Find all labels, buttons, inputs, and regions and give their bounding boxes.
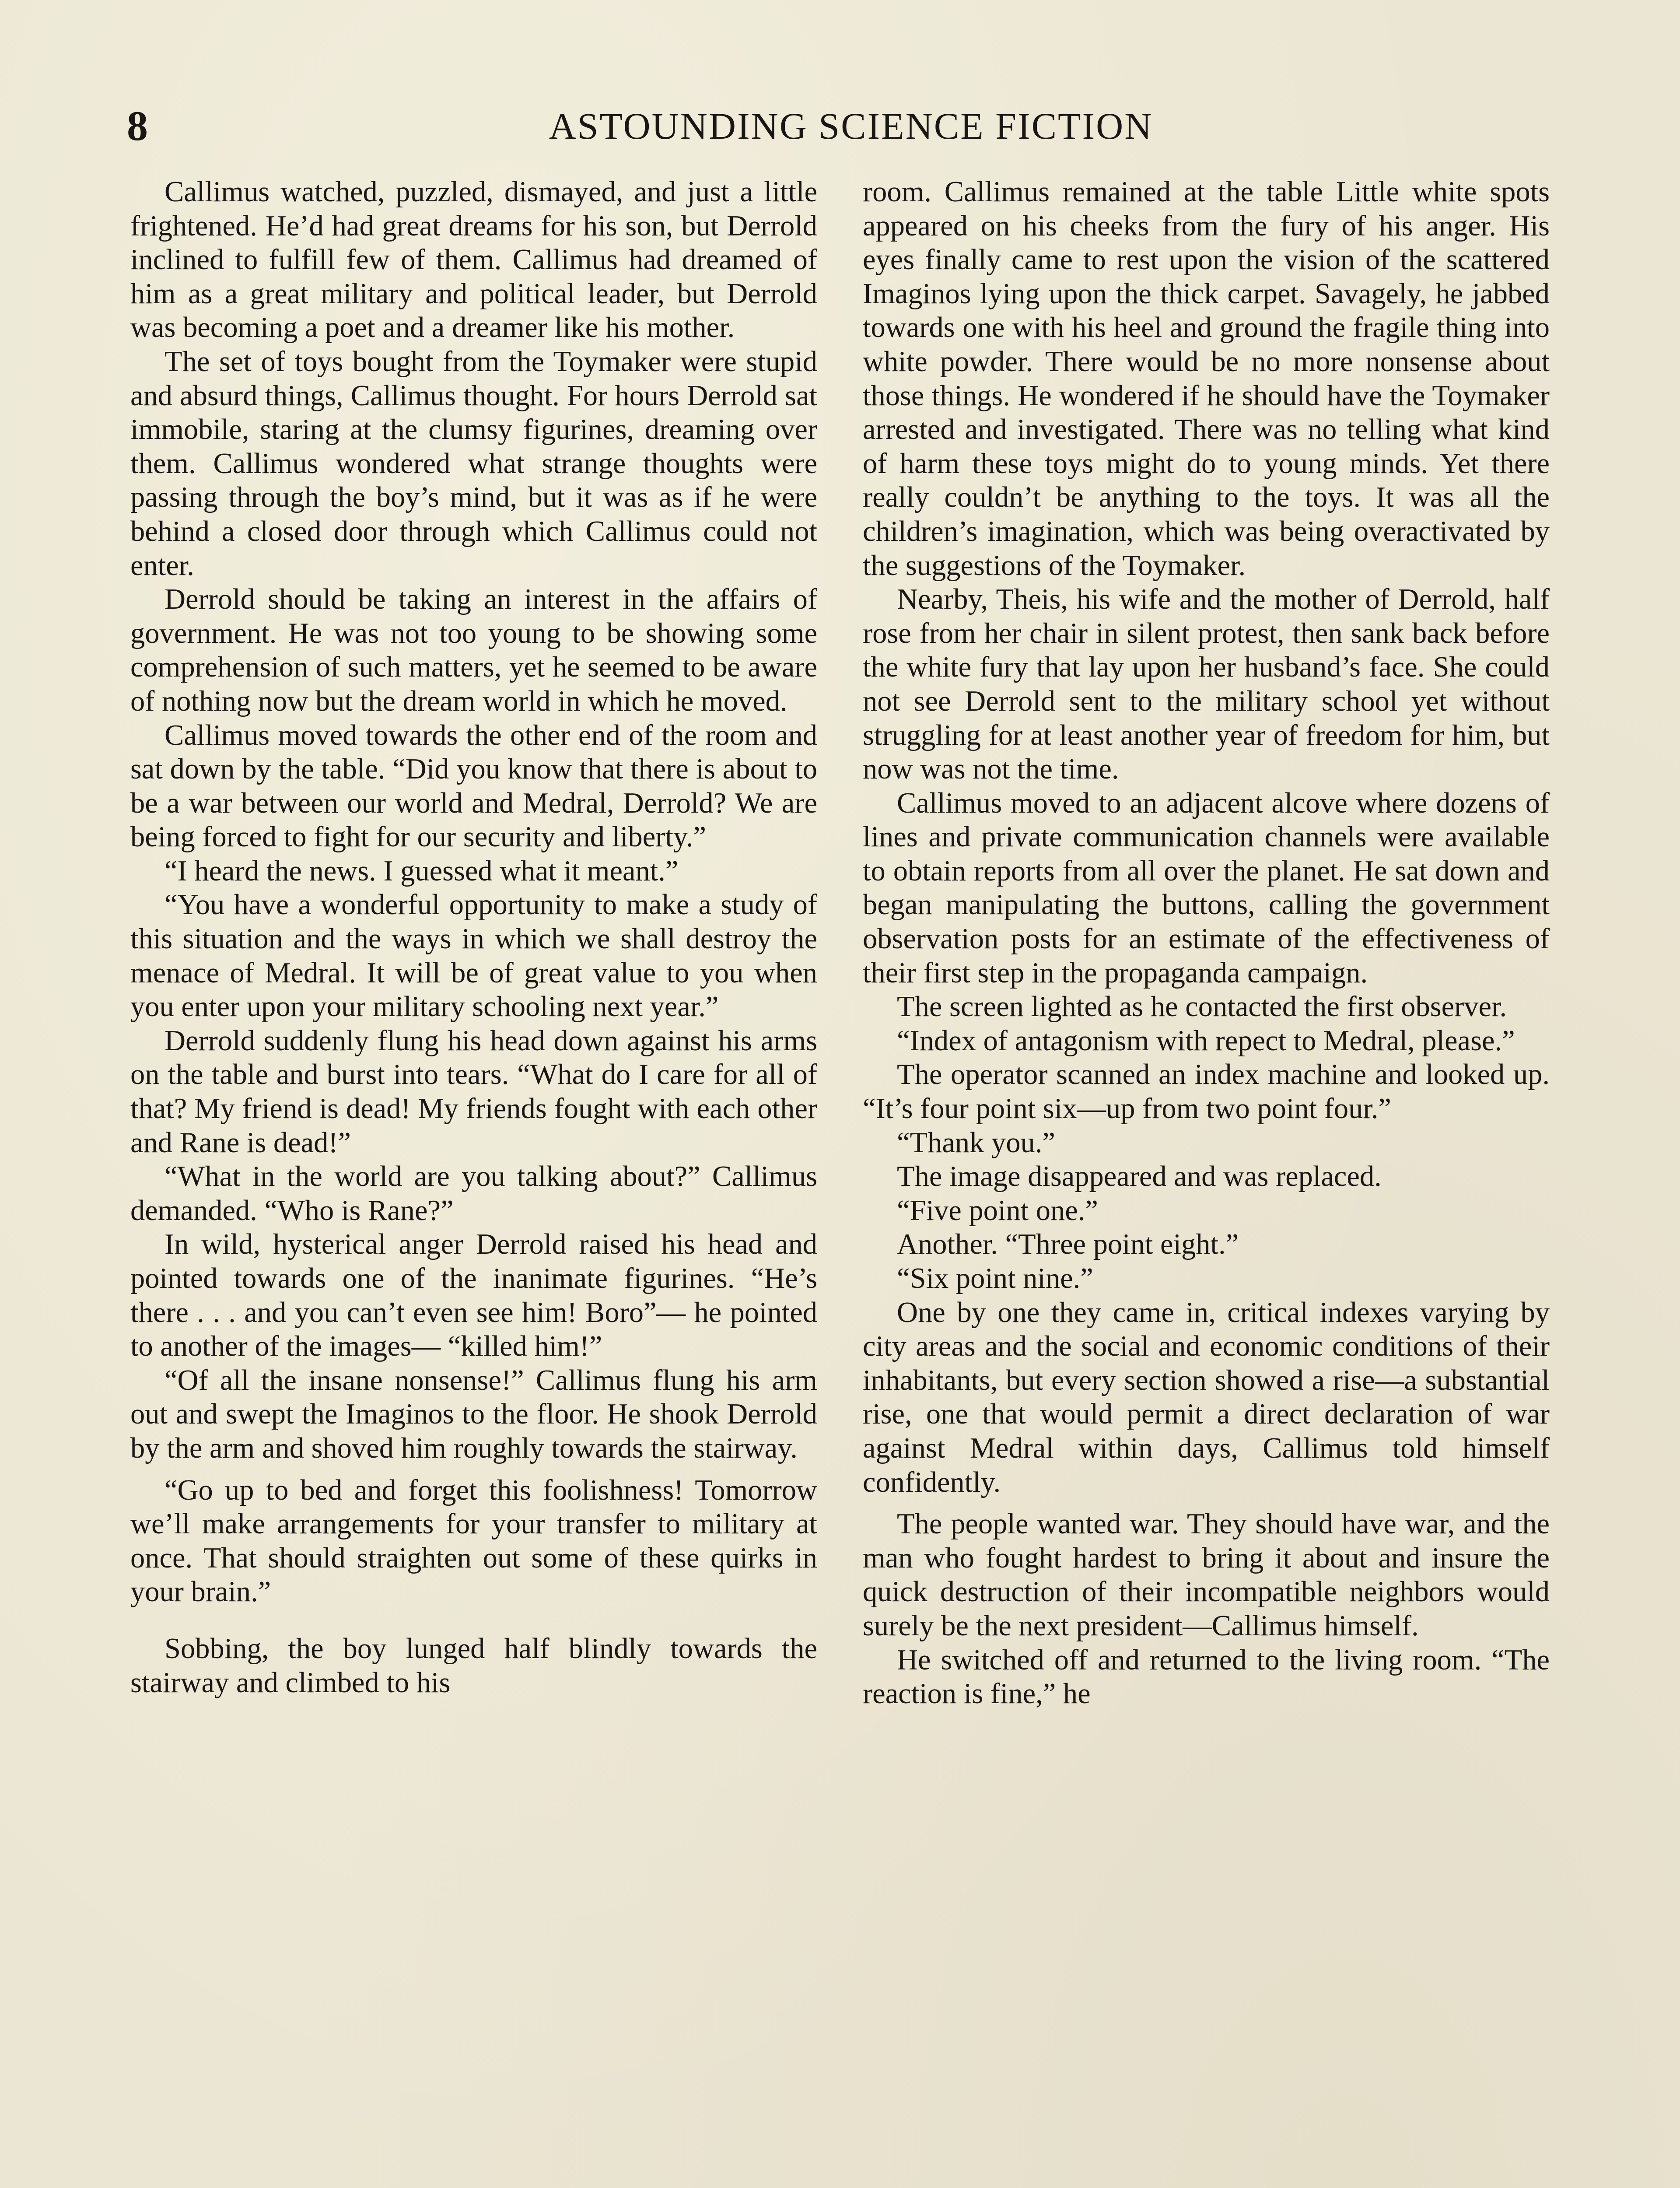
paragraph: “Go up to bed and forget this foolishness! Tomorrow we’ll make arrangements for your transfer to military at once. That should straighten out some of these quirks in your brain.” <box>130 1474 817 1608</box>
running-title: ASTOUNDING SCIENCE FICTION <box>549 105 1153 147</box>
paragraph: Another. “Three point eight.” <box>897 1228 1239 1261</box>
paragraph: “Thank you.” <box>897 1126 1055 1159</box>
paragraph: He switched off and returned to the living room. “The reaction is fine,” he <box>863 1644 1550 1710</box>
paragraph: Callimus watched, puzzled, dismayed, and just a little frightened. He’d had great dreams for his son, but Derrold inclined to fulfill few of them. Callimus had dreamed of him as a great military and political leader, but Derrold was becoming a poet and a dreamer like his mother. <box>130 176 817 344</box>
paragraph: In wild, hysterical anger Derrold raised his head and pointed towards one of the inanimate figurines. “He’s there . . . and you can’t even see him! Boro”— he pointed to another of the images— “killed him!” <box>130 1228 817 1363</box>
right-column <box>863 175 1550 1711</box>
paragraph: “What in the world are you talking about?” Callimus demanded. “Who is Rane?” <box>130 1161 817 1227</box>
page-number: 8 <box>127 102 148 149</box>
paragraph: Sobbing, the boy lunged half blindly towards the stairway and climbed to his <box>130 1632 817 1699</box>
paragraph: One by one they came in, critical indexes varying by city areas and the social and economic conditions of their inhabitants, but every section showed a rise—a substantial rise, one that would permit a direct declaration of war against Medral within days, Callimus told himself confidently. <box>863 1296 1550 1498</box>
page-header <box>127 95 1549 157</box>
paragraph: “Of all the insane nonsense!” Callimus flung his arm out and swept the Imaginos to the floor. He shook Derrold by the arm and shoved him roughly towards the stairway. <box>130 1364 817 1464</box>
paragraph: Derrold suddenly flung his head down against his arms on the table and burst into tears. “What do I care for all of that? My friend is dead! My friends fought with each other and Rane is dead!” <box>130 1024 817 1159</box>
paragraph: The screen lighted as he contacted the first observer. <box>897 991 1507 1023</box>
paragraph: Callimus moved towards the other end of the room and sat down by the table. “Did you know that there is about to be a war between our world and Medral, Derrold? We are being forced to fight for our security and liberty.” <box>130 719 817 853</box>
paragraph: The operator scanned an index machine and looked up. “It’s four point six—up from two point four.” <box>863 1059 1550 1125</box>
paragraph: “Five point one.” <box>897 1194 1098 1227</box>
paragraph: “Index of antagonism with repect to Medral, please.” <box>897 1024 1515 1057</box>
paragraph: The image disappeared and was replaced. <box>897 1161 1382 1193</box>
paragraph: The set of toys bought from the Toymaker were stupid and absurd things, Callimus thought. For hours Derrold sat immobile, staring at the clumsy figurines, dreaming over them. Callimus wondered what strange thoughts were passing through the boy’s mind, but it was as if he were behind a closed door through which Callimus could not enter. <box>130 345 817 582</box>
paragraph: Callimus moved to an adjacent alcove where dozens of lines and private communication channels were available to obtain reports from all over the planet. He sat down and began manipulating the buttons, calling the government observation posts for an estimate of the effectiveness of their first step in the propaganda campaign. <box>863 787 1550 989</box>
paragraph: The people wanted war. They should have war, and the man who fought hardest to bring it about and insure the quick destruction of their incompatible neighbors would surely be the next president—Callimus himself. <box>863 1508 1550 1642</box>
paragraph: “I heard the news. I guessed what it meant.” <box>164 855 679 887</box>
paragraph: Nearby, Theis, his wife and the mother of Derrold, half rose from her chair in silent protest, then sank back before the white fury that lay upon her husband’s face. She could not see Derrold sent to the military school yet without struggling for at least another year of freedom for him, but now was not the time. <box>863 583 1550 785</box>
paragraph: room. Callimus remained at the table Little white spots appeared on his cheeks from the fury of his anger. His eyes finally came to rest upon the vision of the scattered Imaginos lying upon the thick carpet. Savagely, he jabbed towards one with his heel and ground the fragile thing into white powder. There would be no more nonsense about those things. He wondered if he should have the Toymaker arrested and investigated. There was no telling what kind of harm these toys might do to young minds. Yet there really couldn’t be anything to the toys. It was all the children’s imagination, which was being overactivated by the suggestions of the Toymaker. <box>863 176 1550 582</box>
paragraph: Derrold should be taking an interest in the affairs of government. He was not too young to be showing some comprehension of such matters, yet he seemed to be aware of nothing now but the dream world in which he moved. <box>130 583 817 717</box>
left-column <box>130 175 817 1700</box>
paragraph: “Six point nine.” <box>897 1262 1093 1294</box>
paragraph: “You have a wonderful opportunity to make a study of this situation and the ways in which we shall destroy the menace of Medral. It will be of great value to you when you enter upon your military schooling next year.” <box>130 889 817 1023</box>
